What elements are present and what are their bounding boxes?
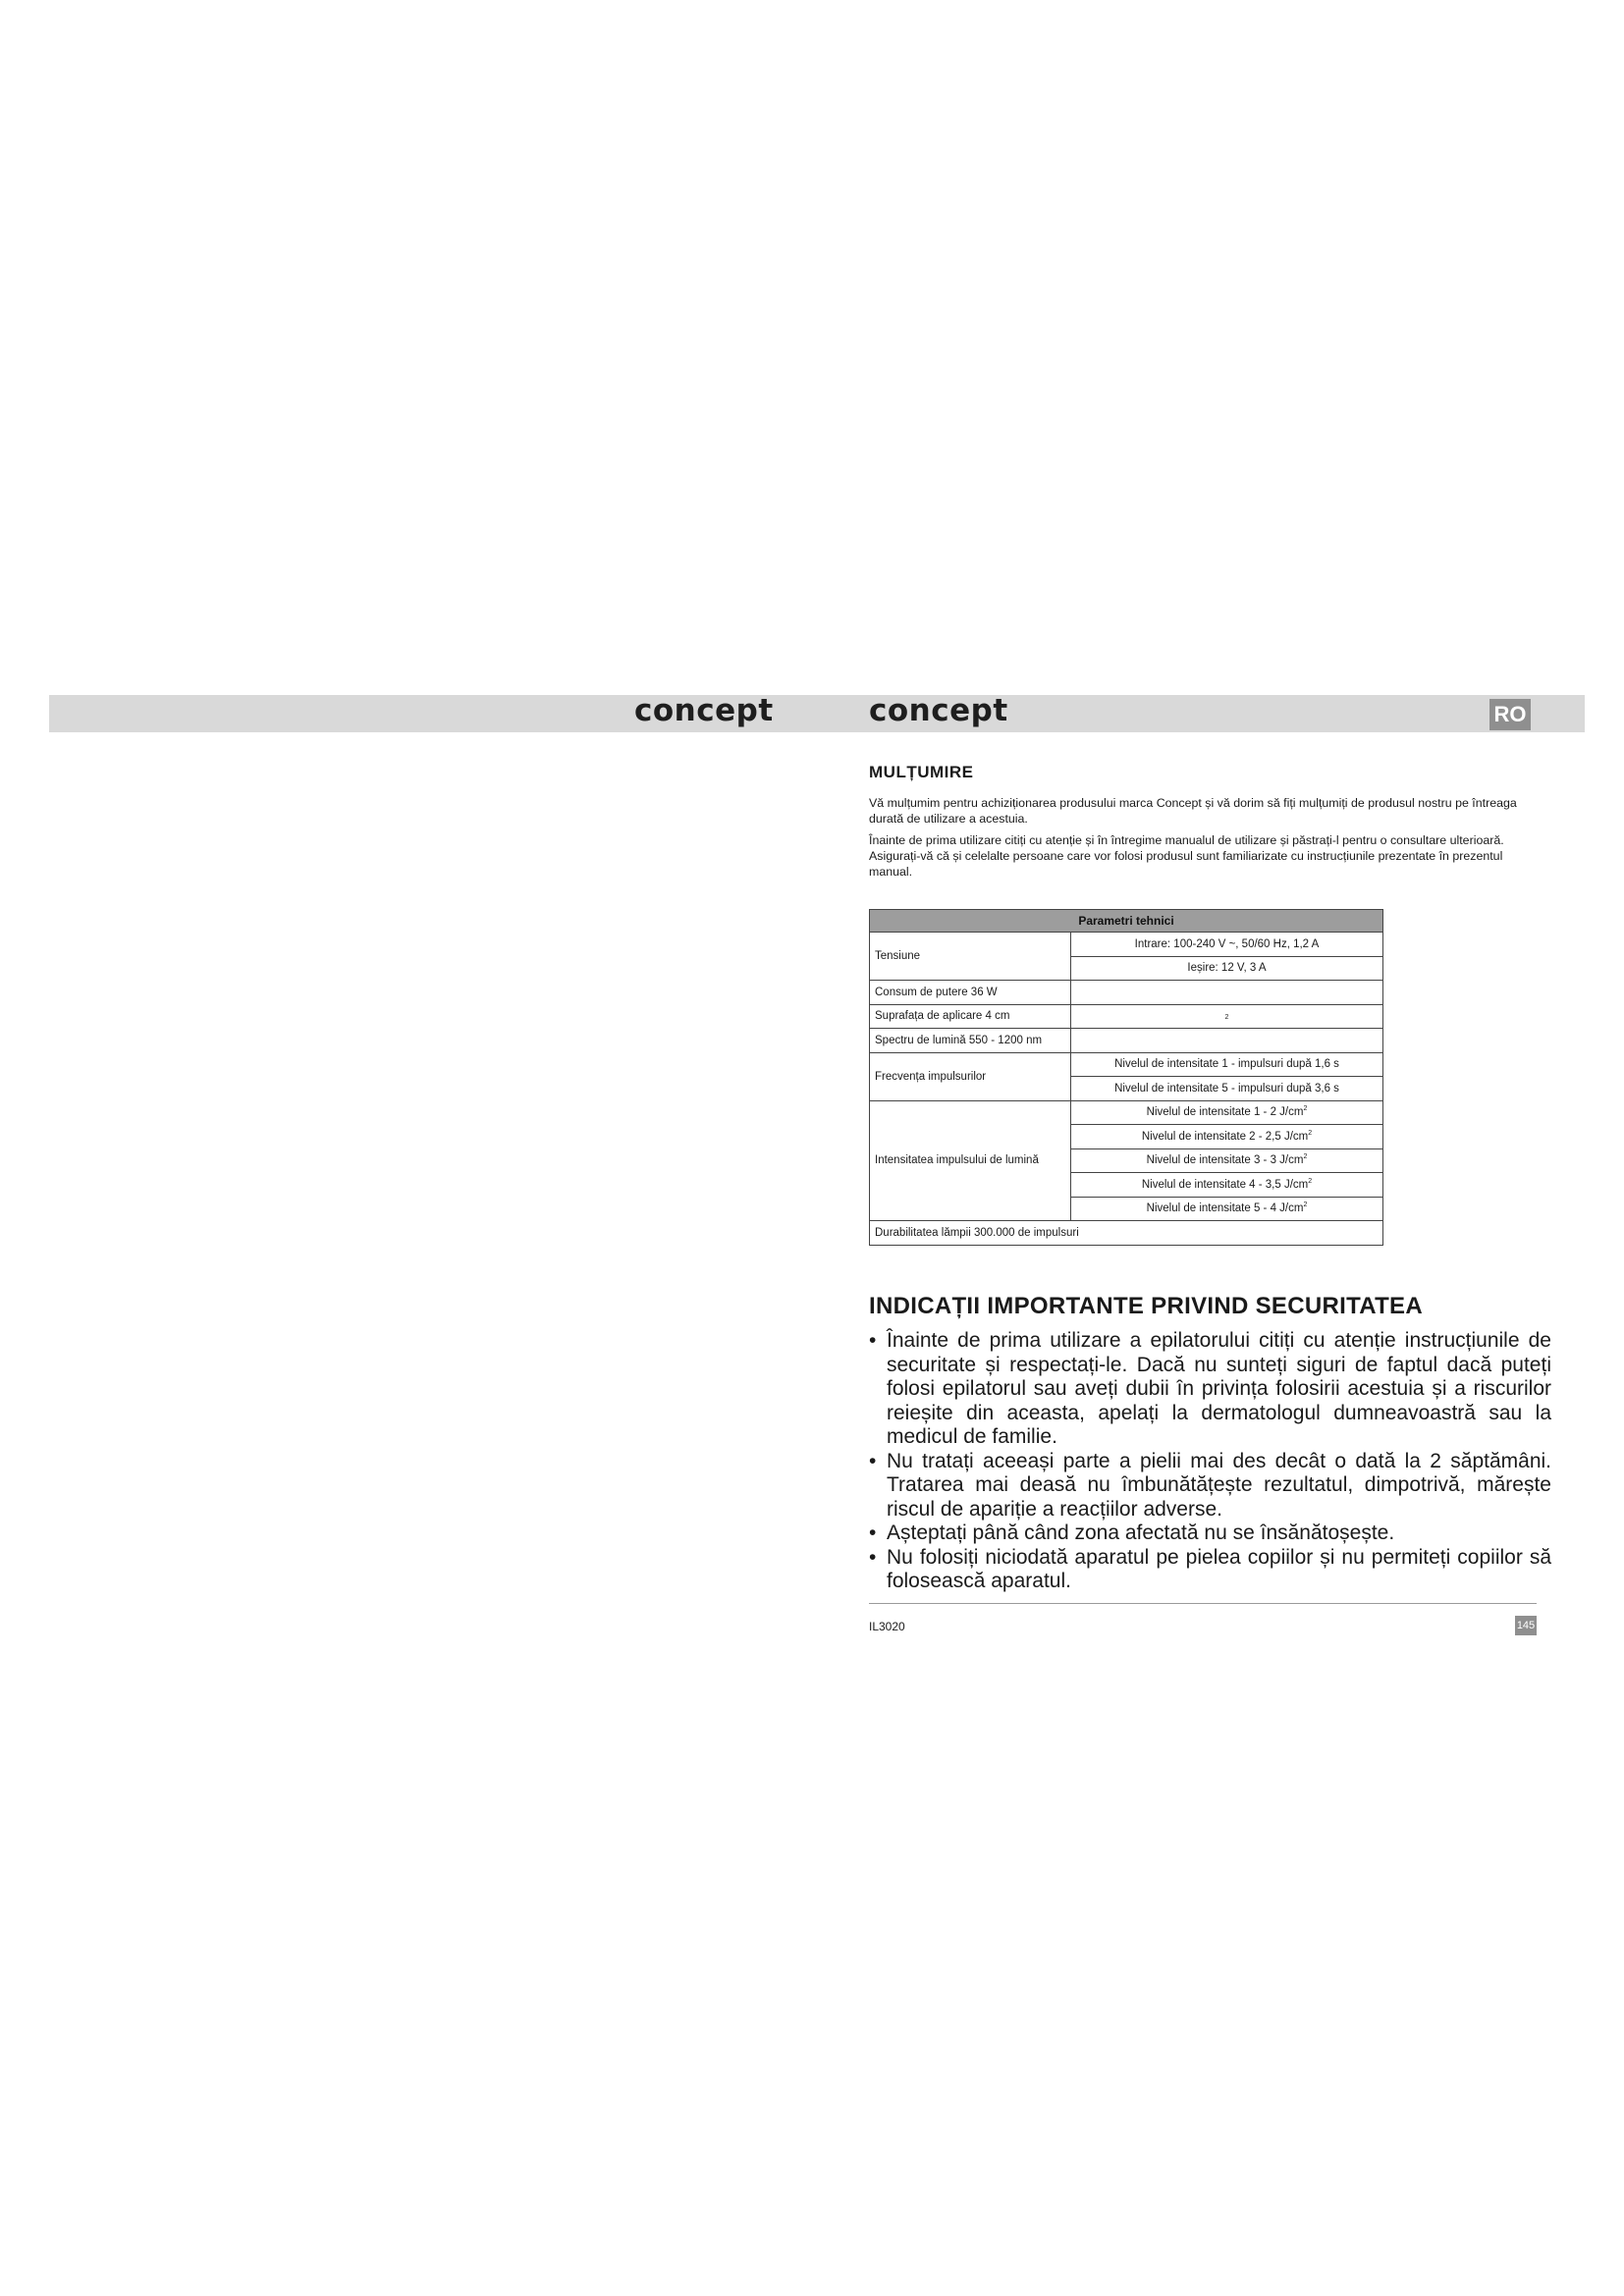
table-row	[870, 1004, 1383, 1029]
model-number: IL3020	[869, 1620, 905, 1633]
spectrum-value-empty	[1071, 1029, 1383, 1053]
concept-logo-left: concept	[634, 693, 774, 728]
list-item: • Înainte de prima utilizare a epilatorului citiți cu atenție instrucțiunile de securitate și respectați-le. Dacă nu sunteți siguri de faptul dacă puteți folosi epilatorul sau aveți dubii în privința folosirii acestuia și a riscurilor reieșite din aceasta, apelați la dermatologul dumneavoastră sau la medicul de familie.	[869, 1329, 1551, 1450]
power-label: Consum de putere 36 W	[870, 981, 1071, 1005]
frequency-level-5: Nivelul de intensitate 5 - impulsuri după 3,6 s	[1071, 1077, 1383, 1101]
thanks-paragraph-1: Vă mulțumim pentru achiziționarea produsului marca Concept și vă dorim să fiți mulțumiți de produsul nostru pe întreaga durată de utilizare a acestuia.	[869, 796, 1517, 826]
voltage-input-value: Intrare: 100-240 V ~, 50/60 Hz, 1,2 A	[1071, 933, 1383, 957]
voltage-label: Tensiune	[870, 933, 1071, 981]
area-superscript: 2	[1071, 1004, 1383, 1029]
table-row	[870, 1100, 1383, 1125]
spectrum-label: Spectru de lumină 550 - 1200 nm	[870, 1029, 1071, 1053]
safety-list	[869, 1329, 1551, 1594]
technical-parameters-table	[869, 909, 1383, 1246]
frequency-label: Frecvența impulsurilor	[870, 1052, 1071, 1100]
page-number: 145	[1515, 1616, 1537, 1635]
table-header-row	[870, 910, 1383, 933]
list-item: • Nu tratați aceeași parte a pielii mai des decât o dată la 2 săptămâni. Tratarea mai deasă nu îmbunătățește rezultatul, dimpotrivă, mărește riscul de apariție a reacțiilor adverse.	[869, 1450, 1551, 1522]
voltage-output-value: Ieșire: 12 V, 3 A	[1071, 956, 1383, 981]
language-badge: RO	[1489, 699, 1531, 730]
table-row	[870, 1052, 1383, 1077]
intensity-level-2: Nivelul de intensitate 2 - 2,5 $J/cm^2$	[1071, 1125, 1383, 1149]
frequency-level-1: Nivelul de intensitate 1 - impulsuri după 1,6 s	[1071, 1052, 1383, 1077]
safety-heading: INDICAȚII IMPORTANTE PRIVIND SECURITATEA	[869, 1293, 1423, 1319]
intensity-level-5: Nivelul de intensitate 5 - 4 $J/cm^2$	[1071, 1197, 1383, 1221]
table-row	[870, 933, 1383, 957]
table-row	[870, 981, 1383, 1005]
list-item: • Așteptați până când zona afectată nu se însănătoșește.	[869, 1522, 1551, 1546]
list-item: • Nu folosiți niciodată aparatul pe pielea copiilor și nu permiteți copiilor să folosească aparatul.	[869, 1546, 1551, 1594]
intensity-level-3: Nivelul de intensitate 3 - 3 $J/cm^2$	[1071, 1148, 1383, 1173]
concept-logo-right: concept	[869, 693, 1008, 728]
intensity-level-1: Nivelul de intensitate 1 - 2 $J/cm^2$	[1071, 1100, 1383, 1125]
table-row	[870, 1221, 1383, 1246]
thanks-paragraph-2: Înainte de prima utilizare citiți cu atenție și în întregime manualul de utilizare și păstrați-l pentru o consultare ulterioară. Asigurați-vă că și celelalte persoane care vor folosi produsul sunt familiarizate cu instrucțiunile prezentate în prezentul manual.	[869, 833, 1504, 879]
table-row	[870, 1029, 1383, 1053]
table-title: Parametri tehnici	[870, 910, 1383, 933]
power-value-empty	[1071, 981, 1383, 1005]
thanks-heading: MULȚUMIRE	[869, 763, 974, 781]
area-label: Suprafața de aplicare 4 cm	[870, 1004, 1071, 1029]
intensity-level-4: Nivelul de intensitate 4 - 3,5 $J/cm^2$	[1071, 1173, 1383, 1198]
footer-divider	[869, 1603, 1537, 1604]
lamp-durability: Durabilitatea lămpii 300.000 de impulsuri	[870, 1221, 1383, 1246]
header-bar	[49, 695, 1585, 732]
intensity-label: Intensitatea impulsului de lumină	[870, 1100, 1071, 1221]
